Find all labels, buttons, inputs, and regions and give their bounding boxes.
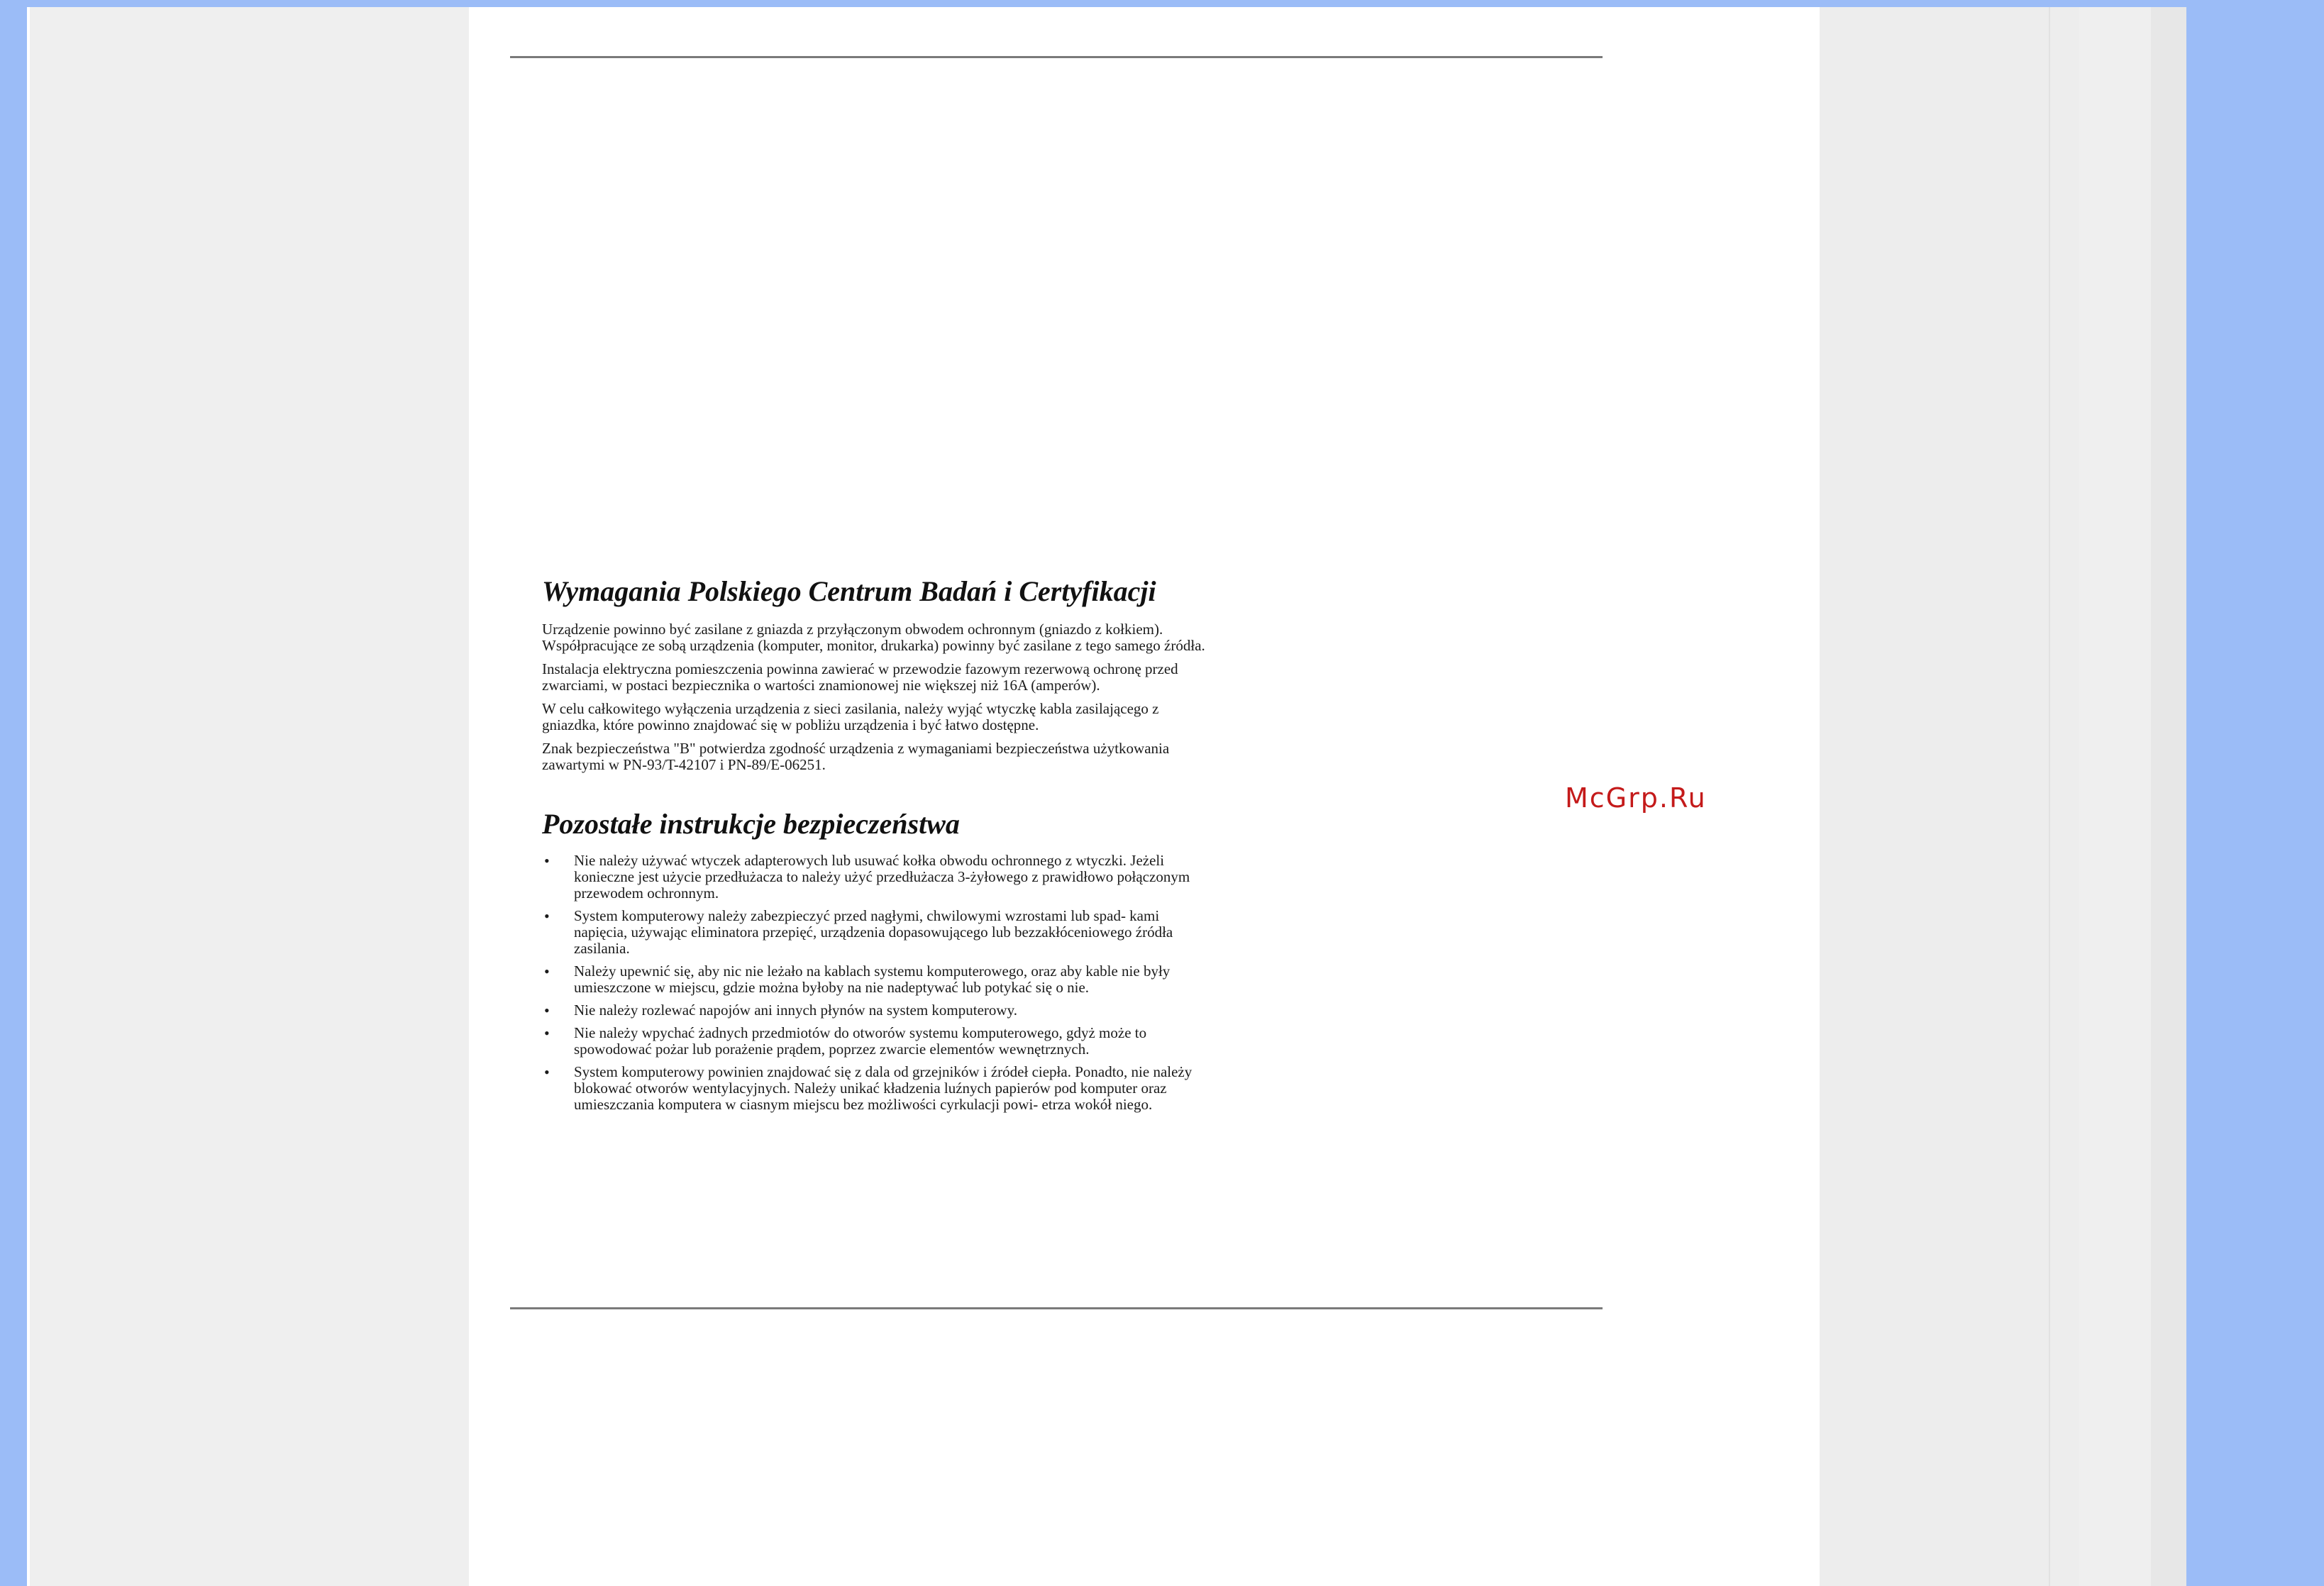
paragraph: W celu całkowitego wyłączenia urządzenia z sieci zasilania, należy wyjąć wtyczkę kabla zasilającego z gniazdka, które powinno znajdować się w pobliżu urządzenia i być łatwo dostępne. (542, 700, 1159, 733)
paragraph: Znak bezpieczeństwa "B" potwierdza zgodność urządzenia z wymaganiami bezpieczeństwa użytkowania zawartymi w PN-93/T-42107 i PN-89/E-06251. (542, 740, 1170, 773)
viewer-side-panel (1817, 7, 2079, 1586)
bullet-icon: • (544, 1024, 550, 1042)
bullet-icon: • (544, 963, 550, 980)
document-viewer (27, 7, 2185, 1586)
paragraph: Urządzenie powinno być zasilane z gniazda z przyłączonym obwodem ochronnym (gniazdo z kołkiem). Współpracujące ze sobą urządzenia (komputer, monitor, drukarka) powinny być zasilane z tego samego źródła. (542, 621, 1205, 654)
bullet-icon: • (544, 1063, 550, 1081)
list-item-text: System komputerowy powinien znajdować się z dala od grzejników i źródeł ciepła. Ponadto, nie należy blokować otworów wentylacyjnych. Należy unikać kładzenia luźnych papierów pod komputer oraz umieszczania komputera w ciasnym miejscu bez możliwości cyrkulacji powi- etrza wokół niego. (574, 1063, 1193, 1113)
bottom-rule (510, 1307, 1603, 1309)
list-item-text: Nie należy rozlewać napojów ani innych płynów na system komputerowy. (574, 1002, 1017, 1019)
viewer-scrollbar-track[interactable] (2151, 7, 2186, 1586)
list-item (542, 908, 1209, 957)
watermark-text: McGrp.Ru (1565, 782, 1707, 814)
bullet-icon: • (544, 852, 550, 870)
list-item (542, 963, 1209, 996)
list-item-text: Nie należy wpychać żadnych przedmiotów do otworów systemu komputerowego, gdyż może to spowodować pożar lub porażenie prądem, poprzez zwarcie elementów wewnętrznych. (574, 1024, 1147, 1058)
list-item (542, 1002, 1209, 1019)
paragraph: Instalacja elektryczna pomieszczenia powinna zawierać w przewodzie fazowym rezerwową ochronę przed zwarciami, w postaci bezpiecznika o wartości znamionowej nie większej niż 16A (amperów). (542, 660, 1178, 694)
list-item-text: Nie należy używać wtyczek adapterowych lub usuwać kołka obwodu ochronnego z wtyczki. Jeżeli konieczne jest użycie przedłużacza to należy użyć przedłużacza 3-żyłowego z prawidłowo połączonym przewodem ochronnym. (574, 852, 1190, 902)
top-rule (510, 56, 1603, 58)
list-item-text: Należy upewnić się, aby nic nie leżało na kablach systemu komputerowego, oraz aby kable nie były umieszczone w miejscu, gdzie można byłoby na nie nadeptywać lub potykać się o nie. (574, 963, 1171, 996)
safety-instructions-list (542, 853, 1209, 1113)
bullet-icon: • (544, 907, 550, 925)
list-item-text: System komputerowy należy zabezpieczyć przed nagłymi, chwilowymi wzrostami lub spad- kami napięcia, używając eliminatora przepięć, urządzenia dopasowującego lub bezzakłóceniowego źródła zasilania. (574, 907, 1173, 957)
list-item (542, 853, 1209, 902)
document-page (469, 7, 1820, 1586)
bullet-icon: • (544, 1002, 550, 1019)
viewer-divider (2049, 7, 2050, 1586)
section-heading-safety: Pozostałe instrukcje bezpieczeństwa (542, 808, 960, 840)
list-item (542, 1064, 1209, 1113)
page-content (542, 575, 1209, 1119)
section-heading-certification: Wymagania Polskiego Centrum Badań i Certyfikacji (542, 575, 1156, 607)
list-item (542, 1025, 1209, 1058)
